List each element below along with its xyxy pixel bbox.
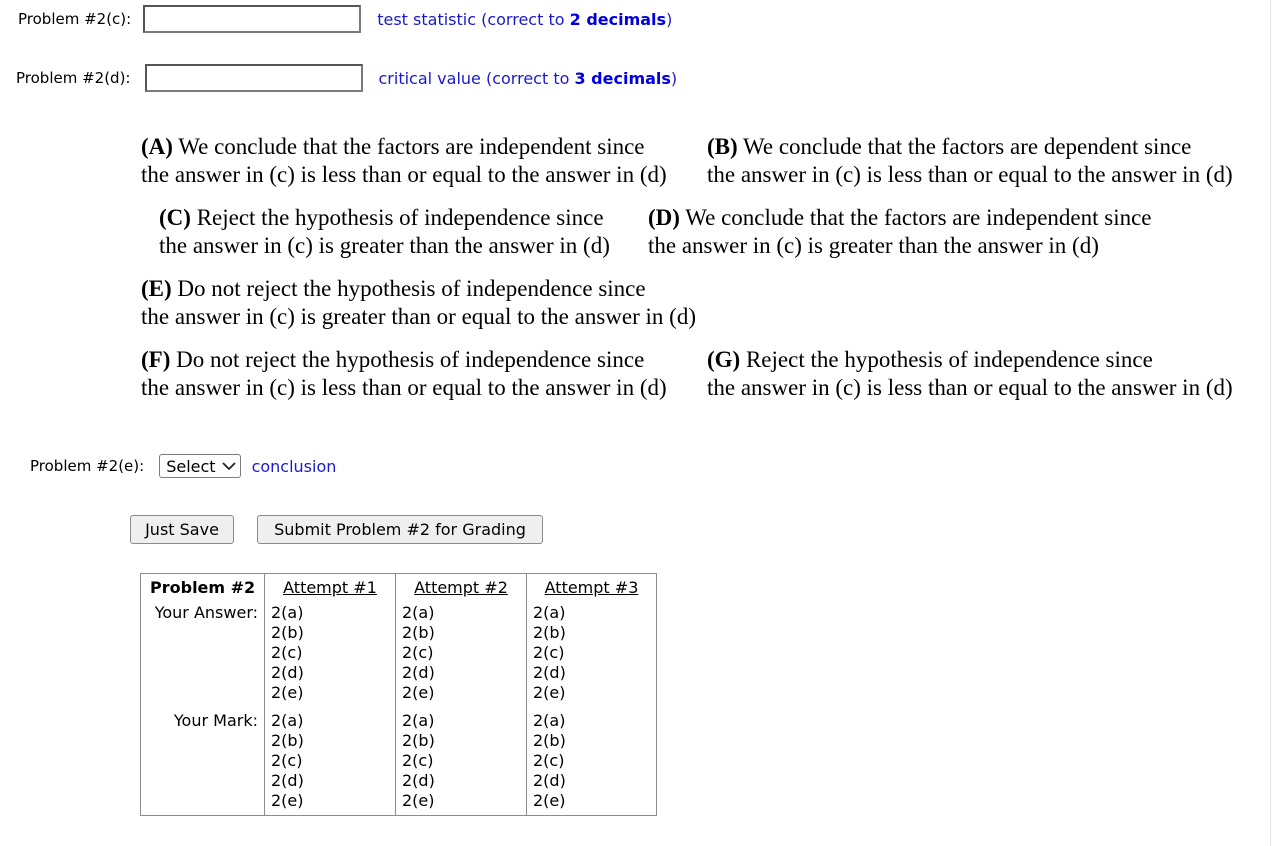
table-cell: 2(d) [271,663,304,682]
option-e-letter: (E) [141,276,172,301]
option-f-letter: (F) [141,347,171,372]
option-a-line1: We conclude that the factors are independent since [172,134,645,159]
table-cell: 2(c) [402,643,434,662]
table-cell: 2(d) [533,663,566,682]
problem-c-hint [377,10,672,29]
table-cell: 2(e) [271,791,304,810]
option-g-line1: Reject the hypothesis of independence since [740,347,1153,372]
option-e [141,275,696,331]
critical-value-input[interactable] [145,64,363,92]
table-cell: 2(c) [533,643,565,662]
table-cell: 2(e) [533,791,566,810]
problem-c-hint-prefix: test statistic (correct to [377,9,570,29]
attempt-2-header[interactable]: Attempt #2 [396,574,527,601]
option-a-line2: the answer in (c) is less than or equal to the answer in (d) [141,162,667,187]
problem-c-label: Problem #2(c): [18,10,132,28]
table-cell: 2(c) [271,751,303,770]
problem-d-hint-suffix: ) [670,68,678,88]
your-answer-label: Your Answer: [154,603,258,622]
attempt-2-marks [396,711,527,816]
option-c-letter: (C) [159,205,191,230]
table-cell: 2(a) [402,711,435,730]
option-a [141,133,667,189]
table-cell: 2(a) [402,603,435,622]
attempt-1-marks [265,711,396,816]
problem-d-row [16,64,677,92]
option-f-line1: Do not reject the hypothesis of independence since [170,347,645,372]
conclusion-select[interactable] [159,454,240,478]
chevron-down-icon [222,461,236,471]
table-cell: 2(b) [533,731,566,750]
problem-d-hint-bold: 3 decimals [574,68,671,88]
attempts-table-corner: Problem #2 [150,577,256,597]
option-e-line1: Do not reject the hypothesis of independence since [171,276,646,301]
attempt-3-answers [527,600,657,711]
problem-e-label: Problem #2(e): [30,457,145,475]
option-c [159,204,610,260]
problem-e-hint: conclusion [251,456,337,476]
option-d [648,204,1152,260]
problem-d-label: Problem #2(d): [16,69,131,87]
table-cell: 2(c) [402,751,434,770]
table-cell: 2(e) [271,683,304,702]
option-c-line2: the answer in (c) is greater than the answer in (d) [159,233,610,258]
table-cell: 2(b) [533,623,566,642]
table-cell: 2(a) [533,711,566,730]
option-b-line2: the answer in (c) is less than or equal to the answer in (d) [707,162,1233,187]
page-right-border [1270,0,1271,846]
table-cell: 2(b) [402,623,435,642]
option-g-letter: (G) [707,347,741,372]
option-d-line1: We conclude that the factors are independent since [679,205,1152,230]
table-cell: 2(d) [402,663,435,682]
problem-e-row [30,454,336,478]
your-mark-label: Your Mark: [173,711,258,730]
table-cell: 2(d) [402,771,435,790]
option-a-letter: (A) [141,134,173,159]
table-cell: 2(c) [533,751,565,770]
table-cell: 2(b) [402,731,435,750]
option-e-line2: the answer in (c) is greater than or equal to the answer in (d) [141,304,696,329]
table-cell: 2(b) [271,731,304,750]
option-b-letter: (B) [707,134,738,159]
table-cell: 2(e) [402,791,435,810]
problem-d-hint-prefix: critical value (correct to [378,68,575,88]
conclusion-select-value: Select [166,456,216,476]
problem-c-hint-bold: 2 decimals [569,9,667,29]
table-cell: 2(e) [402,683,435,702]
option-d-line2: the answer in (c) is greater than the answer in (d) [648,233,1099,258]
table-cell: 2(d) [271,771,304,790]
attempt-3-header[interactable]: Attempt #3 [527,574,657,601]
attempt-2-answers [396,600,527,711]
table-cell: 2(a) [271,603,304,622]
attempts-table [140,573,657,816]
attempt-1-header[interactable]: Attempt #1 [265,574,396,601]
option-b-line1: We conclude that the factors are dependent since [737,134,1192,159]
just-save-button[interactable]: Just Save [130,515,234,544]
problem-c-row [18,5,672,33]
table-cell: 2(c) [271,643,303,662]
attempt-3-marks [527,711,657,816]
option-g [707,346,1233,402]
table-cell: 2(b) [271,623,304,642]
submit-grading-button[interactable]: Submit Problem #2 for Grading [257,515,543,544]
table-cell: 2(e) [533,683,566,702]
option-f [141,346,667,402]
option-c-line1: Reject the hypothesis of independence since [190,205,604,230]
option-f-line2: the answer in (c) is less than or equal to the answer in (d) [141,375,667,400]
attempt-1-answers [265,600,396,711]
option-d-letter: (D) [648,205,680,230]
table-cell: 2(d) [533,771,566,790]
problem-c-hint-suffix: ) [666,9,673,29]
table-cell: 2(a) [533,603,566,622]
table-cell: 2(a) [271,711,304,730]
option-g-line2: the answer in (c) is less than or equal to the answer in (d) [707,375,1233,400]
test-statistic-input[interactable] [143,5,361,33]
problem-d-hint [379,69,678,88]
option-b [707,133,1233,189]
